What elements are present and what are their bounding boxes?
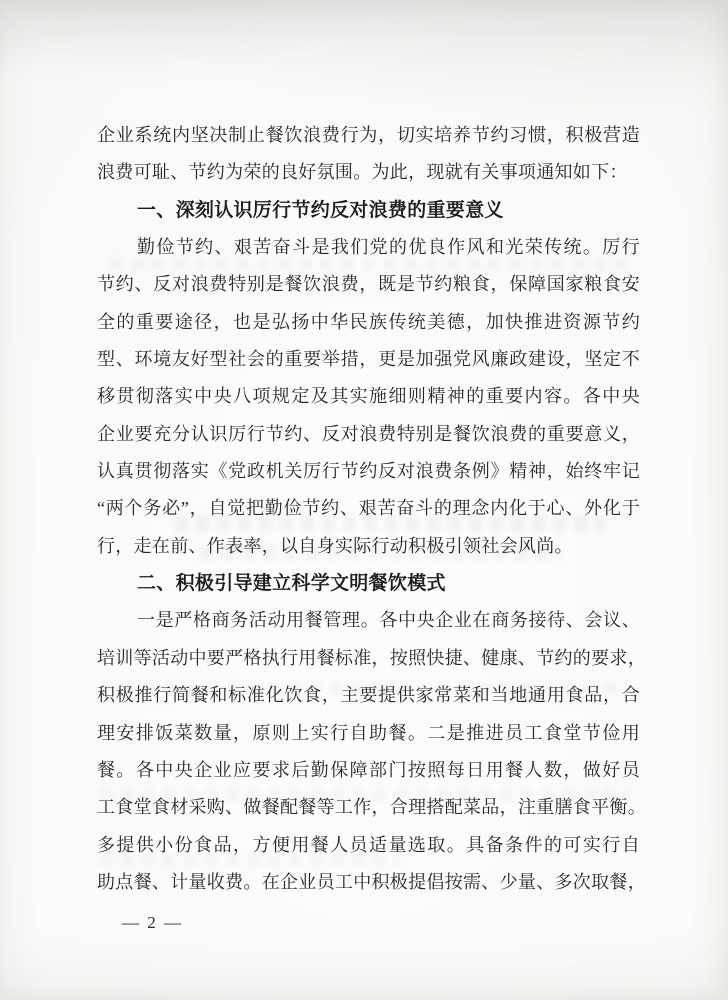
- text-line: 移贯彻落实中央八项规定及其实施细则精神的重要内容。各中央: [97, 386, 640, 407]
- text-line: 培训等活动中要严格执行用餐标准，按照快捷、健康、节约的要求，: [97, 647, 646, 668]
- section-heading-2: 二、积极引导建立科学文明餐饮模式: [137, 573, 446, 595]
- text-line: 餐。各中央企业应要求后勤保障部门按照每日用餐人数，做好员: [97, 759, 640, 780]
- text-line: 认真贯彻落实《党政机关厉行节约反对浪费条例》精神，始终牢记: [97, 461, 640, 482]
- text-line: 多提供小份食品，方便用餐人员适量选取。具备条件的可实行自: [97, 834, 640, 855]
- text-line: 企业要充分认识厉行节约、反对浪费特别是餐饮浪费的重要意义，: [97, 423, 640, 444]
- text-line: 工食堂食材采购、做餐配餐等工作，合理搭配菜品，注重膳食平衡。: [97, 797, 646, 818]
- text-line: 浪费可耻、节约为荣的良好氛围。为此，现就有关事项通知如下：: [97, 162, 628, 183]
- text-line: 积极推行简餐和标准化饮食，主要提供家常菜和当地通用食品，合: [97, 685, 640, 706]
- page-number: — 2 —: [122, 913, 183, 932]
- text-line: 行，走在前、作表率，以自身实际行动积极引领社会风尚。: [97, 535, 573, 556]
- text-line: 企业系统内坚决制止餐饮浪费行为，切实培养节约习惯，积极营造: [97, 125, 640, 145]
- text-line: 助点餐、计量收费。在企业员工中积极提倡按需、少量、多次取餐，: [97, 871, 646, 892]
- text-line: 一是严格商务活动用餐管理。各中央企业在商务接待、会议、: [137, 610, 640, 631]
- text-line: 节约、反对浪费特别是餐饮浪费，既是节约粮食，保障国家粮食安: [97, 274, 640, 295]
- text-line: 型、环境友好型社会的重要举措，更是加强党风廉政建设，坚定不: [97, 349, 640, 370]
- text-line: 理安排饭菜数量，原则上实行自助餐。二是推进员工食堂节俭用: [97, 722, 640, 743]
- text-line: “两个务必”，自觉把勤俭节约、艰苦奋斗的理念内化于心、外化于: [97, 498, 640, 519]
- text-line: 勤俭节约、艰苦奋斗是我们党的优良作风和光荣传统。厉行: [137, 237, 640, 258]
- text-line: 全的重要途径，也是弘扬中华民族传统美德，加快推进资源节约: [97, 311, 640, 332]
- section-heading-1: 一、深刻认识厉行节约反对浪费的重要意义: [137, 199, 504, 221]
- body-text: [97, 117, 646, 901]
